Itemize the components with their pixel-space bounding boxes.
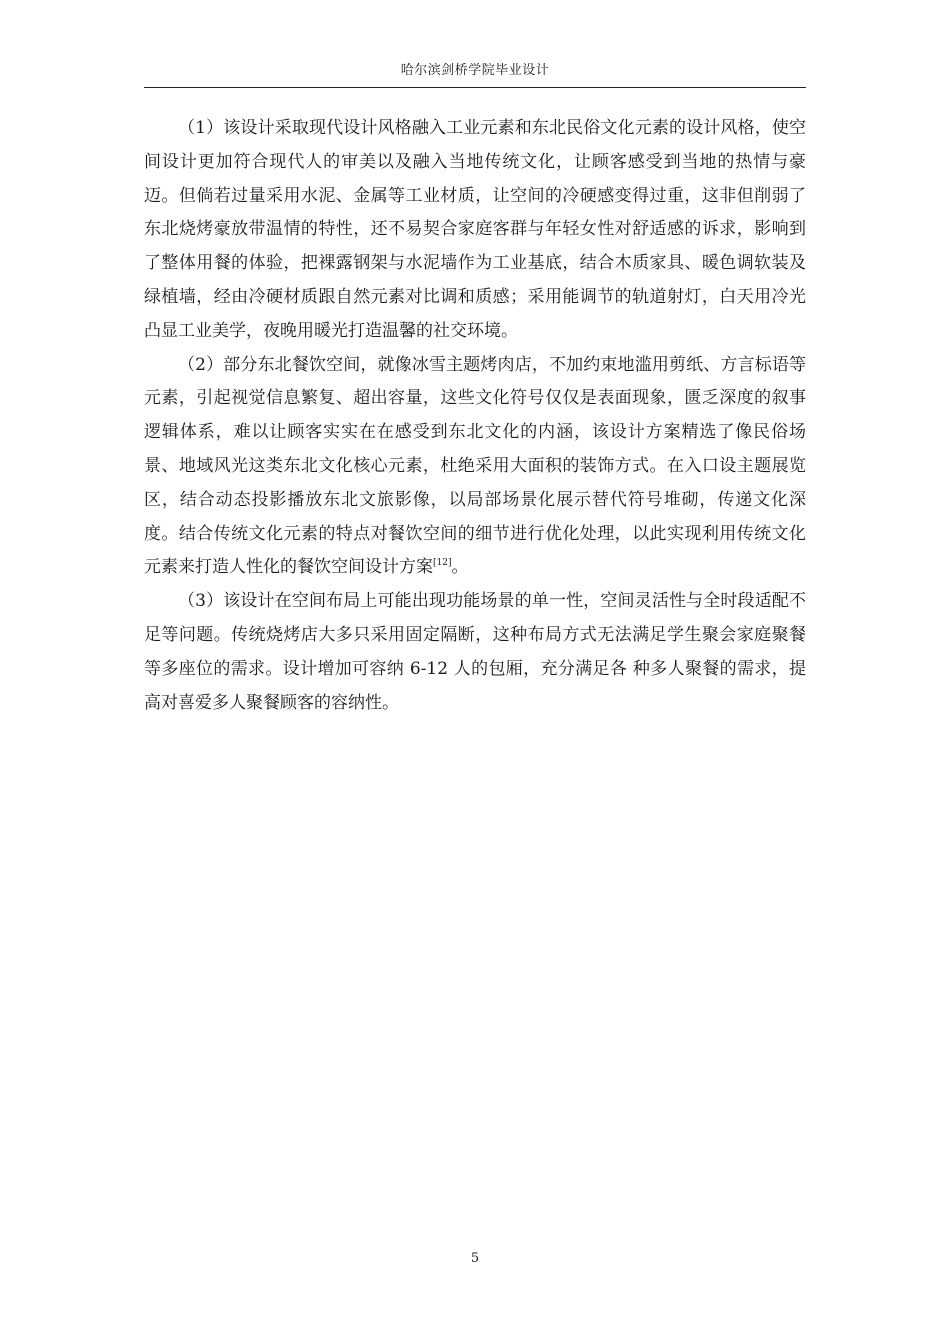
running-header: 哈尔滨剑桥学院毕业设计 <box>400 63 550 78</box>
citation-marker: [12] <box>433 558 452 569</box>
paragraph-3-text: （3）该设计在空间布局上可能出现功能场景的单一性，空间灵活性与全时段适配不足等问题。传统烧烤店大多只采用固定隔断，这种布局方式无法满足学生聚会家庭聚餐等多座位的需求。设计增加可容纳 6-12 人的包厢，充分满足各 种多人聚餐的需求，提高对喜爱多人聚餐顾客的容纳性。 <box>144 591 806 713</box>
header-rule <box>144 87 806 88</box>
paragraph-2 <box>144 349 806 586</box>
paragraph-1-text: （1）该设计采取现代设计风格融入工业元素和东北民俗文化元素的设计风格，使空间设计更加符合现代人的审美以及融入当地传统文化，让顾客感受到当地的热情与豪迈。但倘若过量采用水泥、金属等工业材质，让空间的冷硬感变得过重，这非但削弱了东北烧烤豪放带温情的特性，还不易契合家庭客群与年轻女性对舒适感的诉求，影响到了整体用餐的体验，把裸露钢架与水泥墙作为工业基底，结合木质家具、暖色调软装及绿植墙，经由冷硬材质跟自然元素对比调和质感；采用能调节的轨道射灯，白天用冷光凸显工业美学，夜晚用暖光打造温馨的社交环境。 <box>144 118 806 341</box>
paragraph-2-text: （2）部分东北餐饮空间，就像冰雪主题烤肉店，不加约束地滥用剪纸、方言标语等元素，引起视觉信息繁复、超出容量，这些文化符号仅仅是表面现象，匮乏深度的叙事逻辑体系，难以让顾客实实在在感受到东北文化的内涵，该设计方案精选了像民俗场景、地域风光这类东北文化核心元素，杜绝采用大面积的装饰方式。在入口设主题展览区，结合动态投影播放东北文旅影像，以局部场景化展示替代符号堆砌，传递文化深度。结合传统文化元素的特点对餐饮空间的细节进行优化处理，以此实现利用传统文化元素来打造人性化的餐饮空间设计方案 <box>144 354 806 578</box>
page-number: 5 <box>470 1251 480 1266</box>
paragraph-1 <box>144 112 806 349</box>
paragraph-3 <box>144 585 806 720</box>
body-text <box>144 112 806 720</box>
paragraph-2-tail: 。 <box>451 557 469 578</box>
